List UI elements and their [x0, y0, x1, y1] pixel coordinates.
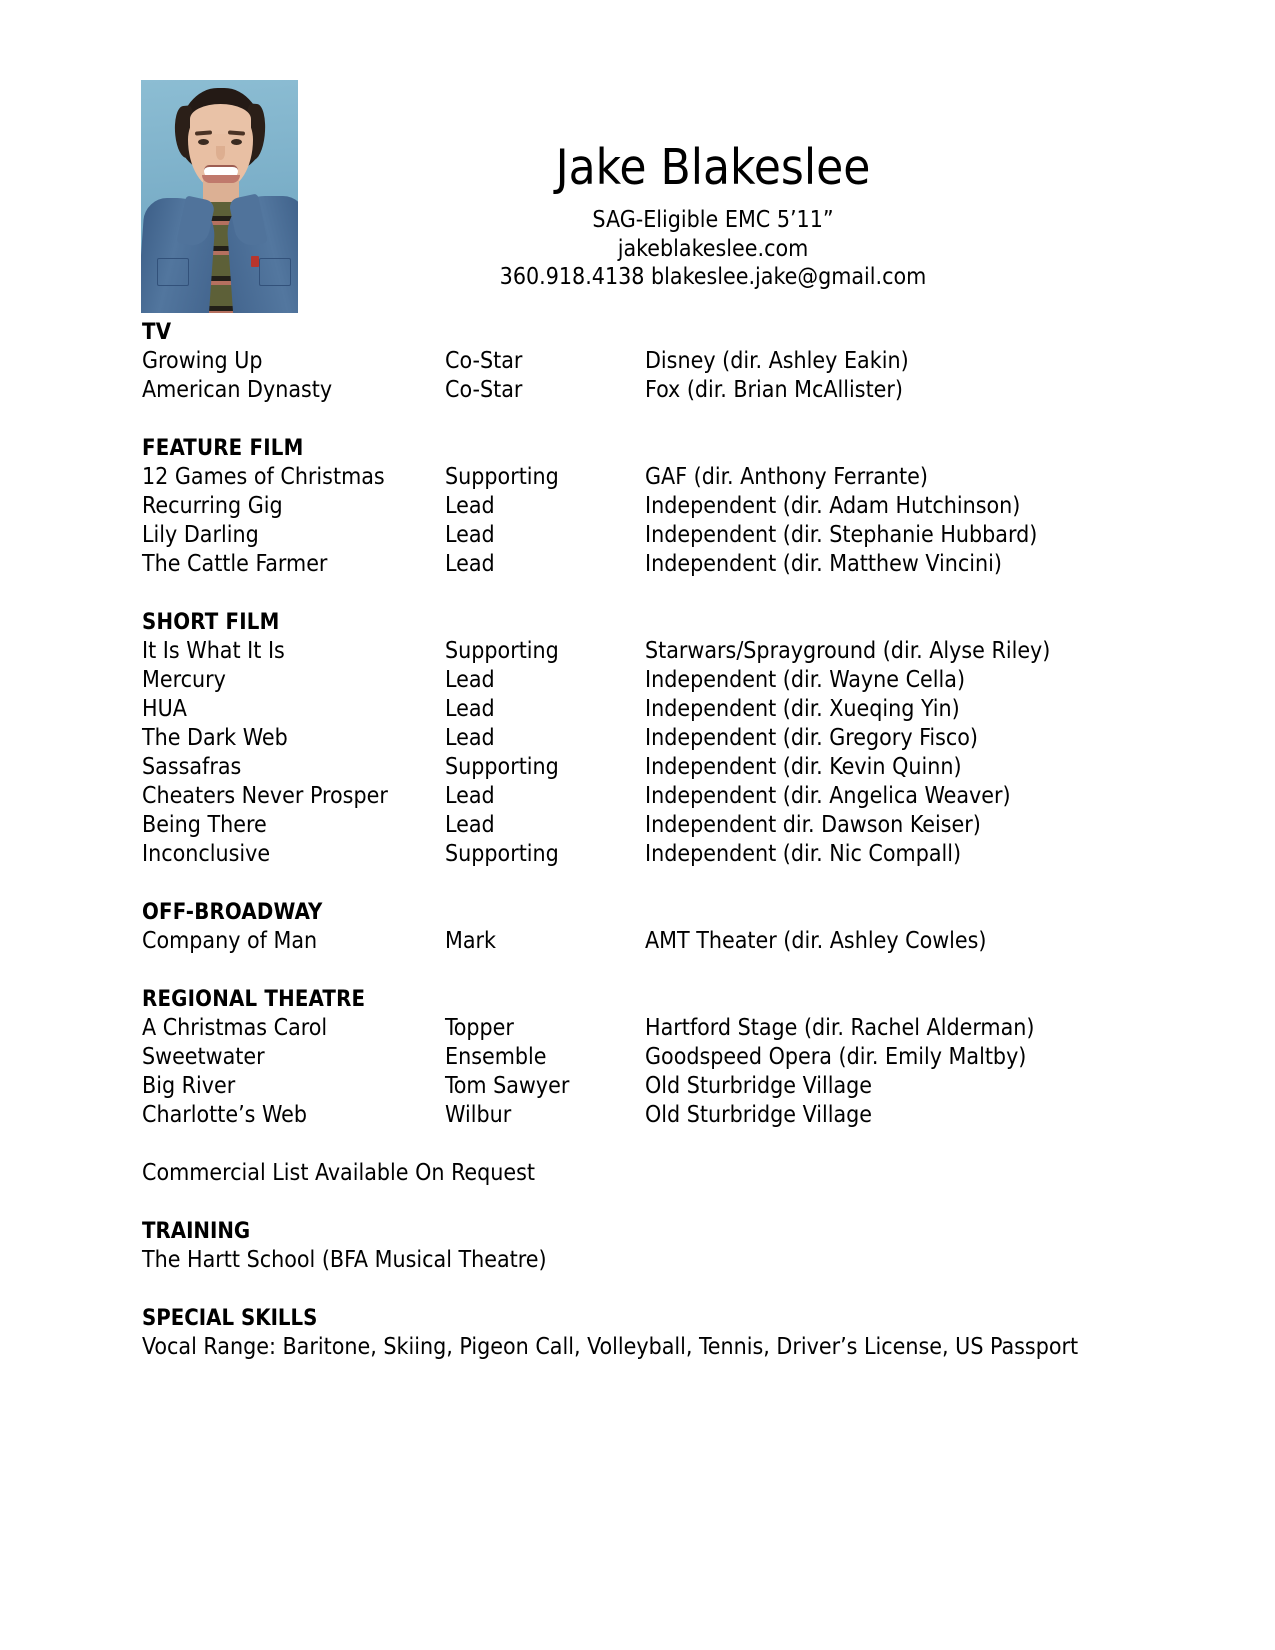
credit-title: 12 Games of Christmas [142, 464, 385, 490]
credit-row [0, 927, 1275, 956]
lower-lip-icon [202, 175, 240, 183]
credit-section [0, 898, 1275, 985]
credit-production: Disney (dir. Ashley Eakin) [645, 348, 909, 374]
eye-left-icon [198, 139, 209, 145]
credit-role: Lead [445, 696, 495, 722]
section-heading-special-skills: SPECIAL SKILLS [142, 1306, 318, 1331]
headshot-photo [141, 80, 298, 313]
credit-title: Being There [142, 812, 267, 838]
credit-title: Company of Man [142, 928, 318, 954]
jacket-pocket-left-icon [157, 258, 189, 286]
special-skills-entry: Vocal Range: Baritone, Skiing, Pigeon Call, Volleyball, Tennis, Driver’s License, US Passport [142, 1334, 1079, 1360]
spacer [0, 956, 1275, 985]
credit-row [0, 637, 1275, 666]
credit-production: Independent (dir. Kevin Quinn) [645, 754, 962, 780]
spacer [0, 579, 1275, 608]
credit-row [0, 1072, 1275, 1101]
credit-role: Supporting [445, 638, 559, 664]
credit-row [0, 840, 1275, 869]
spacer [0, 1275, 1275, 1304]
credit-row [0, 753, 1275, 782]
credit-role: Lead [445, 725, 495, 751]
credit-production: Independent (dir. Nic Compall) [645, 841, 962, 867]
credit-role: Lead [445, 812, 495, 838]
credit-production: Independent (dir. Matthew Vincini) [645, 551, 1002, 577]
credit-production: Independent (dir. Angelica Weaver) [645, 783, 1011, 809]
credit-section [0, 434, 1275, 608]
credit-row [0, 521, 1275, 550]
credit-title: Growing Up [142, 348, 263, 374]
credit-production: Independent (dir. Adam Hutchinson) [645, 493, 1021, 519]
credit-title: A Christmas Carol [142, 1015, 328, 1041]
credit-role: Lead [445, 551, 495, 577]
jacket-pocket-right-icon [259, 258, 291, 286]
credit-production: Fox (dir. Brian McAllister) [645, 377, 903, 403]
training-entry: The Hartt School (BFA Musical Theatre) [142, 1247, 547, 1273]
credit-role: Tom Sawyer [445, 1073, 570, 1099]
credit-role: Ensemble [445, 1044, 547, 1070]
credit-production: Independent (dir. Stephanie Hubbard) [645, 522, 1038, 548]
credit-role: Lead [445, 783, 495, 809]
credit-row [0, 782, 1275, 811]
credit-title: Big River [142, 1073, 236, 1099]
credit-row [0, 811, 1275, 840]
credit-role: Co-Star [445, 348, 523, 374]
credit-production: Independent (dir. Wayne Cella) [645, 667, 966, 693]
section-heading: TV [142, 320, 172, 345]
credit-title: Sassafras [142, 754, 242, 780]
spacer [0, 1130, 1275, 1159]
credit-row [0, 347, 1275, 376]
credit-role: Supporting [445, 464, 559, 490]
credit-production: GAF (dir. Anthony Ferrante) [645, 464, 928, 490]
credit-section [0, 608, 1275, 898]
spacer [0, 1188, 1275, 1217]
credit-role: Topper [445, 1015, 514, 1041]
section-heading: REGIONAL THEATRE [142, 987, 366, 1012]
credit-role: Mark [445, 928, 497, 954]
credit-title: Inconclusive [142, 841, 271, 867]
credit-role: Lead [445, 493, 495, 519]
commercial-note: Commercial List Available On Request [142, 1160, 536, 1186]
credit-title: It Is What It Is [142, 638, 285, 664]
credit-role: Supporting [445, 754, 559, 780]
credit-production: Independent (dir. Gregory Fisco) [645, 725, 978, 751]
jacket-red-tab-icon [251, 256, 259, 267]
section-heading: FEATURE FILM [142, 436, 304, 461]
credit-role: Co-Star [445, 377, 523, 403]
credit-title: Cheaters Never Prosper [142, 783, 388, 809]
credit-role: Supporting [445, 841, 559, 867]
credit-production: Hartford Stage (dir. Rachel Alderman) [645, 1015, 1035, 1041]
section-heading-training: TRAINING [142, 1219, 251, 1244]
website-line: jakeblakeslee.com [617, 236, 809, 262]
credit-title: The Cattle Farmer [142, 551, 328, 577]
nose-icon [216, 146, 225, 160]
credit-section [0, 985, 1275, 1130]
credit-row [0, 1014, 1275, 1043]
credit-row [0, 695, 1275, 724]
credit-row [0, 550, 1275, 579]
contact-line: 360.918.4138 blakeslee.jake@gmail.com [499, 264, 927, 290]
credit-row [0, 376, 1275, 405]
section-heading: SHORT FILM [142, 610, 280, 635]
credit-production: Independent dir. Dawson Keiser) [645, 812, 981, 838]
resume-body [0, 318, 1275, 1362]
credit-production: Independent (dir. Xueqing Yin) [645, 696, 960, 722]
credit-production: Goodspeed Opera (dir. Emily Maltby) [645, 1044, 1027, 1070]
credit-section [0, 318, 1275, 434]
credit-role: Lead [445, 667, 495, 693]
page-title: Jake Blakeslee [555, 139, 871, 196]
credit-row [0, 1043, 1275, 1072]
credit-row [0, 666, 1275, 695]
credit-row [0, 1101, 1275, 1130]
credit-row [0, 463, 1275, 492]
credit-title: HUA [142, 696, 187, 722]
section-heading: OFF-BROADWAY [142, 900, 323, 925]
credit-title: Lily Darling [142, 522, 259, 548]
resume-header [0, 0, 1275, 318]
credit-title: Mercury [142, 667, 226, 693]
credit-row [0, 724, 1275, 753]
credentials-line: SAG-Eligible EMC 5’11” [592, 207, 834, 233]
credit-row [0, 492, 1275, 521]
spacer [0, 405, 1275, 434]
credit-production: AMT Theater (dir. Ashley Cowles) [645, 928, 987, 954]
forehead-icon [190, 104, 251, 134]
eye-right-icon [231, 139, 242, 145]
credit-title: American Dynasty [142, 377, 333, 403]
credit-production: Old Sturbridge Village [645, 1102, 873, 1128]
credit-production: Starwars/Sprayground (dir. Alyse Riley) [645, 638, 1051, 664]
credit-production: Old Sturbridge Village [645, 1073, 873, 1099]
credit-title: Sweetwater [142, 1044, 265, 1070]
credit-sections [0, 318, 1275, 1130]
credit-title: Recurring Gig [142, 493, 283, 519]
credit-role: Lead [445, 522, 495, 548]
credit-title: The Dark Web [142, 725, 288, 751]
credit-title: Charlotte’s Web [142, 1102, 308, 1128]
spacer [0, 869, 1275, 898]
credit-role: Wilbur [445, 1102, 512, 1128]
